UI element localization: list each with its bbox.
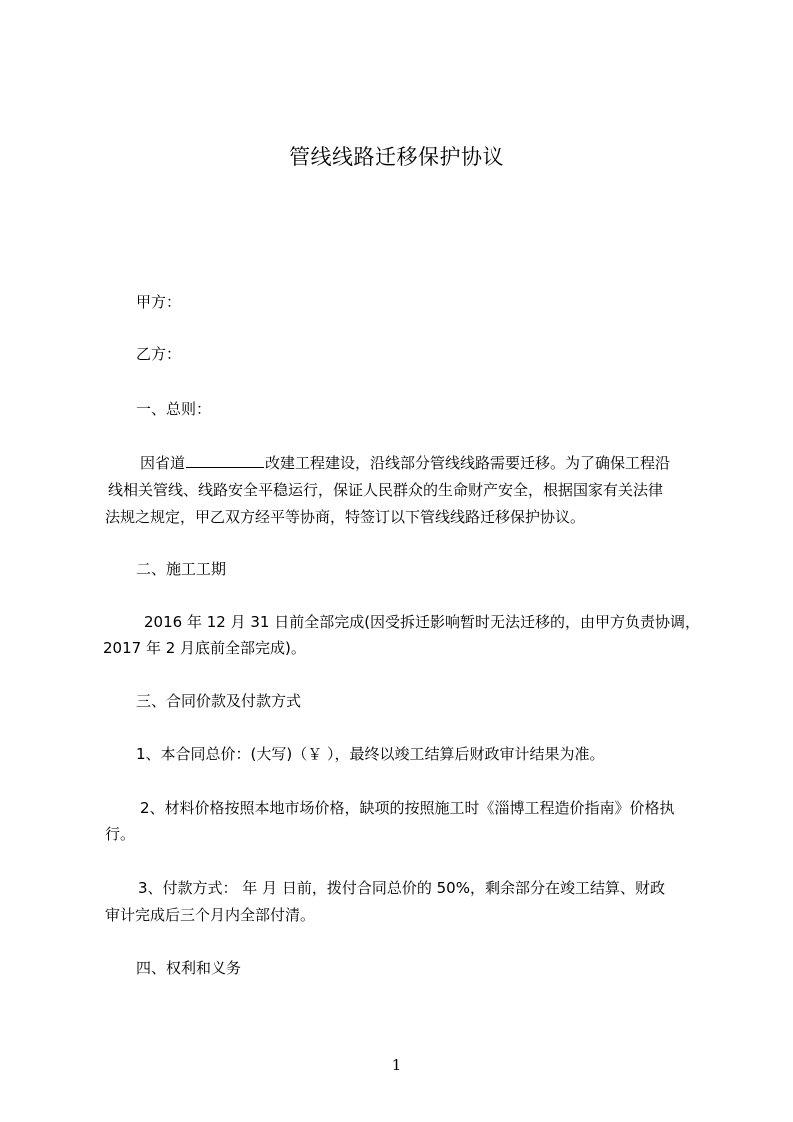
party-a-label: 甲方：: [136, 293, 182, 311]
section1-heading: 一、总则：: [136, 400, 212, 418]
section3-item3-line1: 3、付款方式： 年 月 日前，拨付合同总价的 50%，剩余部分在竣工结算、财政: [138, 879, 665, 897]
section3-heading: 三、合同价款及付款方式: [136, 692, 302, 710]
section3-item3-line2: 审计完成后三个月内全部付清。: [105, 906, 316, 924]
section1-text-part2: 改建工程建设，沿线部分管线线路需要迁移。为了确保工程沿: [265, 454, 671, 472]
section1-paragraph-line2: 线相关管线、线路安全平稳运行，保证人民群众的生命财产安全，根据国家有关法律: [108, 481, 664, 499]
party-b-label: 乙方：: [136, 345, 182, 363]
section2-heading: 二、施工工期: [136, 560, 227, 578]
section3-item1: 1、本合同总价：(大写)（￥ ），最终以竣工结算后财政审计结果为准。: [136, 745, 605, 763]
section3-item2-line1: 2、材料价格按照本地市场价格，缺项的按照施工时《淄博工程造价指南》价格执: [140, 799, 675, 817]
section1-text-part1: 因省道: [140, 454, 186, 472]
section2-paragraph-line2: 2017 年 2 月底前全部完成)。: [103, 639, 306, 657]
section2-paragraph-line1: 2016 年 12 月 31 日前全部完成(因受拆迁影响暂时无法迁移的，由甲方负责协调，: [144, 613, 701, 631]
page-number: 1: [391, 1056, 402, 1074]
section1-paragraph-line3: 法规之规定，甲乙双方经平等协商，特签订以下管线线路迁移保护协议。: [105, 508, 586, 526]
section4-heading: 四、权利和义务: [136, 959, 242, 977]
document-title: 管线线路迁移保护协议: [289, 145, 504, 169]
road-name-blank: [186, 452, 264, 468]
section1-paragraph-line1: [140, 452, 670, 473]
section3-item2-line2: 行。: [105, 825, 136, 843]
